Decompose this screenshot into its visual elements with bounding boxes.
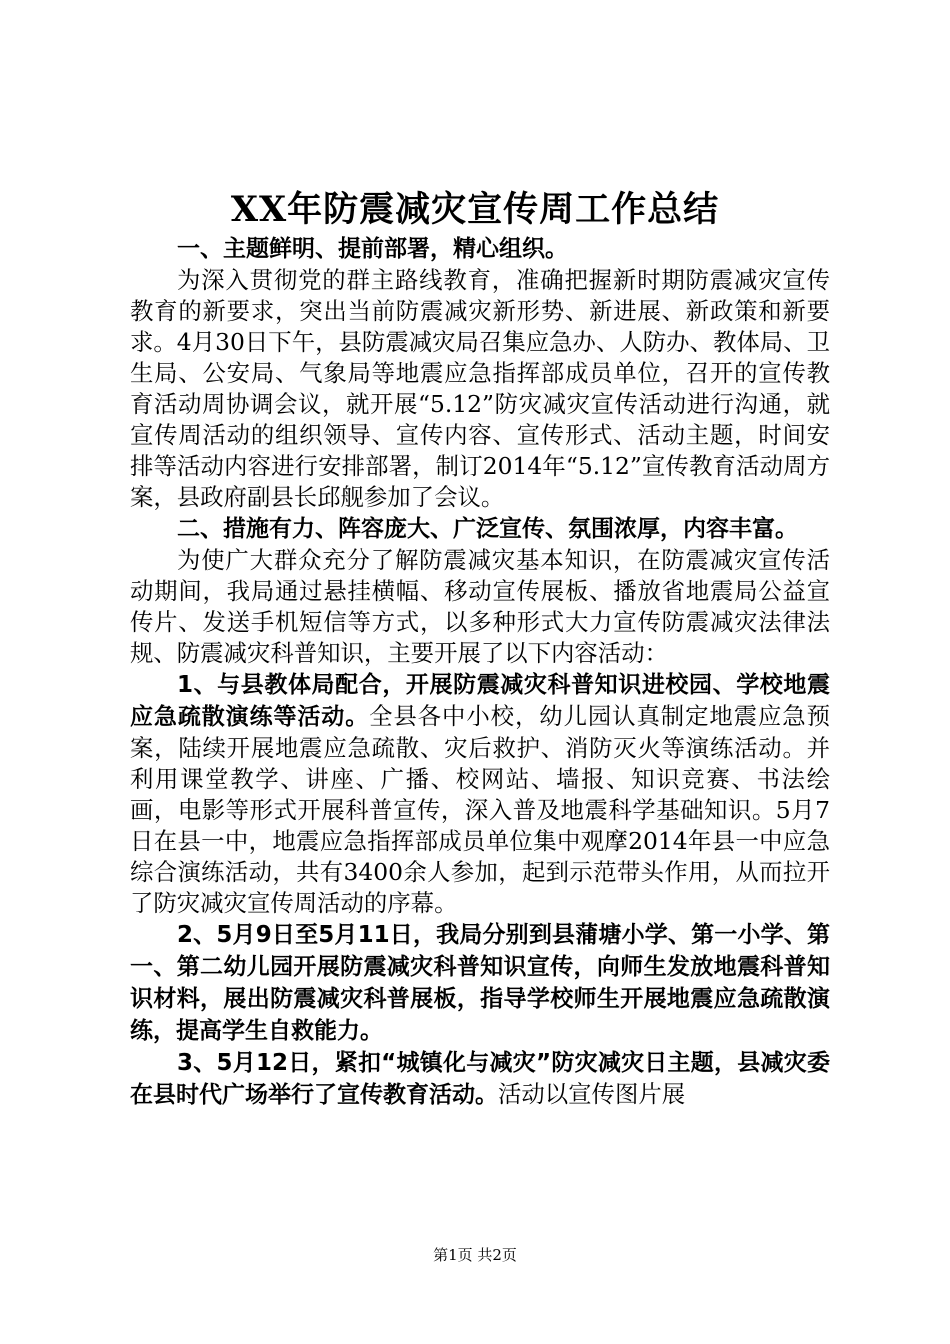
item-3-paragraph: [130, 1047, 830, 1111]
section-2-paragraph: 为使广大群众充分了解防震减灾基本知识，在防震减灾宣传活动期间，我局通过悬挂横幅、移动宣传展板、播放省地震局公益宣传片、发送手机短信等方式，以多种形式大力宣传防震减灾法律法规、防震减灾科普知识，主要开展了以下内容活动：: [130, 546, 830, 667]
item-1-lead: 1、与县教体局配合，开展防震减灾科普知识进校园、学校地震应急疏散演练等活动。: [130, 672, 830, 730]
section-1-heading-text: 一、主题鲜明、提前部署，精心组织。: [177, 236, 568, 262]
item-1-paragraph: [130, 669, 830, 919]
section-2-heading: [130, 513, 830, 545]
section-1-paragraph: 为深入贯彻党的群主路线教育，准确把握新时期防震减灾宣传教育的新要求，突出当前防震减灾新形势、新进展、新政策和新要求。4月30日下午，县防震减灾局召集应急办、人防办、教体局、卫生局、公安局、气象局等地震应急指挥部成员单位，召开的宣传教育活动周协调会议，就开展“5.12”防灾减灾宣传活动进行沟通，就宣传周活动的组织领导、宣传内容、宣传形式、活动主题，时间安排等活动内容进行安排部署，制订2014年“5.12”宣传教育活动周方案，县政府副县长邱舰参加了会议。: [130, 266, 830, 511]
document-body: [130, 233, 830, 1111]
section-2-heading-text: 二、措施有力、阵容庞大、广泛宣传、氛围浓厚，内容丰富。: [177, 516, 798, 542]
page-footer: 第1页 共2页: [433, 1246, 517, 1264]
item-3-lead: 3、5月12日，紧扣“城镇化与减灾”防灾减灾日主题，县减灾委在县时代广场举行了宣传教育活动。: [130, 1050, 830, 1108]
item-3-text: 活动以宣传图片展: [498, 1080, 686, 1108]
item-2-paragraph: [130, 919, 830, 1047]
document-title: XX年防震减灾宣传周工作总结: [230, 189, 720, 230]
section-1-heading: [130, 233, 830, 265]
item-2-lead: 2、5月9日至5月11日，我局分别到县蒲塘小学、第一小学、第一、第二幼儿园开展防震减灾科普知识宣传，向师生发放地震科普知识材料，展出防震减灾科普展板，指导学校师生开展地震应急疏散演练，提高学生自救能力。: [130, 922, 830, 1044]
item-1-text: 全县各中小校，幼儿园认真制定地震应急预案，陆续开展地震应急疏散、灾后救护、消防灭火等演练活动。并利用课堂教学、讲座、广播、校网站、墙报、知识竞赛、书法绘画，电影等形式开展科普宣传，深入普及地震科学基础知识。5月7日在县一中，地震应急指挥部成员单位集中观摩2014年县一中应急综合演练活动，共有3400余人参加，起到示范带头作用，从而拉开了防灾减灾宣传周活动的序幕。: [130, 702, 831, 917]
